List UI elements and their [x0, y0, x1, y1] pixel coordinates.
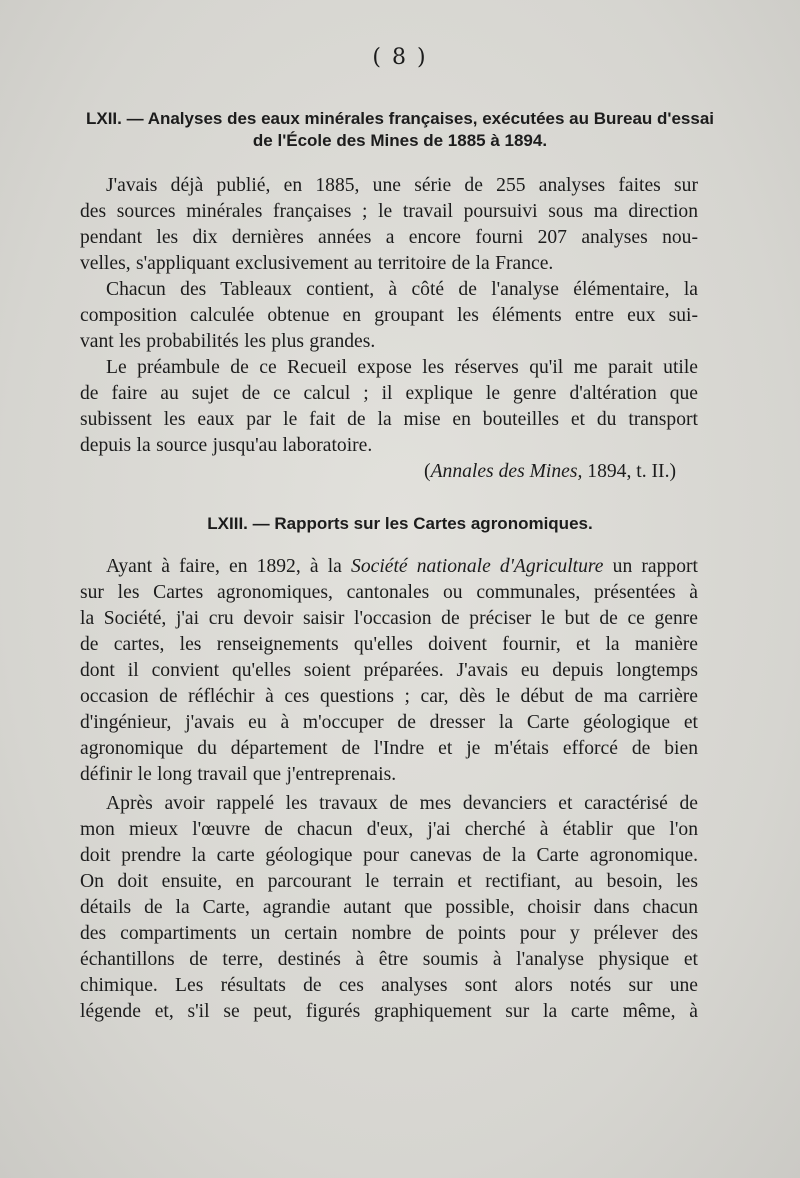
section-heading-lxiii: LXIII. — Rapports sur les Cartes agronomiques.	[207, 514, 593, 533]
text-line: vant les probabilités les plus grandes.	[80, 331, 376, 352]
text-line: doit prendre la carte géologique pour canevas de la Carte agronomique.	[80, 845, 698, 866]
text-line: dont il convient qu'elles soient préparées. J'avais eu depuis longtemps	[80, 660, 698, 681]
citation: (Annales des Mines, 1894, t. II.)	[424, 461, 676, 482]
paragraph	[80, 173, 698, 277]
heading-line: LXII. — Analyses des eaux minérales françaises, exécutées au Bureau d'essai	[85, 109, 714, 128]
text-line: occasion de réfléchir à ces questions ; car, dès le début de ma carrière	[80, 686, 698, 707]
text-line: échantillons de terre, destinés à être soumis à l'analyse physique et	[80, 949, 698, 970]
text-line: Ayant à faire, en 1892, à la Société nationale d'Agriculture un rapport	[106, 556, 698, 577]
paragraph	[80, 277, 698, 355]
text-line: subissent les eaux par le fait de la mise en bouteilles et du transport	[80, 409, 698, 430]
paragraph	[80, 355, 698, 459]
text-line: J'avais déjà publié, en 1885, une série de 255 analyses faites sur	[106, 175, 698, 196]
page-number: ( 8 )	[372, 45, 428, 70]
heading-line: de l'École des Mines de 1885 à 1894.	[252, 131, 548, 150]
italic-title: Société nationale d'Agriculture	[351, 556, 604, 577]
text-line: pendant les dix dernières années a encore fourni 207 analyses nou-	[80, 227, 698, 248]
paragraph	[80, 791, 698, 1025]
text-line: depuis la source jusqu'au laboratoire.	[80, 435, 373, 456]
citation-title: Annales des Mines,	[430, 461, 583, 482]
text-line: velles, s'appliquant exclusivement au territoire de la France.	[80, 253, 554, 274]
text-line: Chacun des Tableaux contient, à côté de l'analyse élémentaire, la	[106, 279, 698, 300]
text-line: la Société, j'ai cru devoir saisir l'occasion de préciser le but de ce genre	[80, 608, 698, 629]
text-line: détails de la Carte, agrandie autant que possible, choisir dans chacun	[80, 897, 698, 918]
section-heading-lxii	[80, 108, 720, 152]
text-line: Après avoir rappelé les travaux de mes devanciers et caractérisé de	[106, 793, 698, 814]
text-line: Le préambule de ce Recueil expose les réserves qu'il me parait utile	[106, 357, 698, 378]
text-line: mon mieux l'œuvre de chacun d'eux, j'ai cherché à établir que l'on	[80, 819, 698, 840]
text-line: agronomique du département de l'Indre et je m'étais efforcé de bien	[80, 738, 698, 759]
text-line: d'ingénieur, j'avais eu à m'occuper de dresser la Carte géologique et	[80, 712, 698, 733]
text-line: définir le long travail que j'entreprenais.	[80, 764, 397, 785]
text-line: légende et, s'il se peut, figurés graphiquement sur la carte même, à	[80, 1001, 698, 1022]
text-line: de faire au sujet de ce calcul ; il explique le genre d'altération que	[80, 383, 698, 404]
text-line: On doit ensuite, en parcourant le terrain et rectifiant, au besoin, les	[80, 871, 698, 892]
text-line: des sources minérales françaises ; le travail poursuivi sous ma direction	[80, 201, 698, 222]
text-line: de cartes, les renseignements qu'elles doivent fournir, et la manière	[80, 634, 698, 655]
text-line: composition calculée obtenue en groupant les éléments entre eux sui-	[80, 305, 698, 326]
text-line: sur les Cartes agronomiques, cantonales ou communales, présentées à	[80, 582, 698, 603]
text-line: chimique. Les résultats de ces analyses sont alors notés sur une	[80, 975, 698, 996]
paragraph	[80, 554, 698, 788]
text-line: des compartiments un certain nombre de points pour y prélever des	[80, 923, 698, 944]
